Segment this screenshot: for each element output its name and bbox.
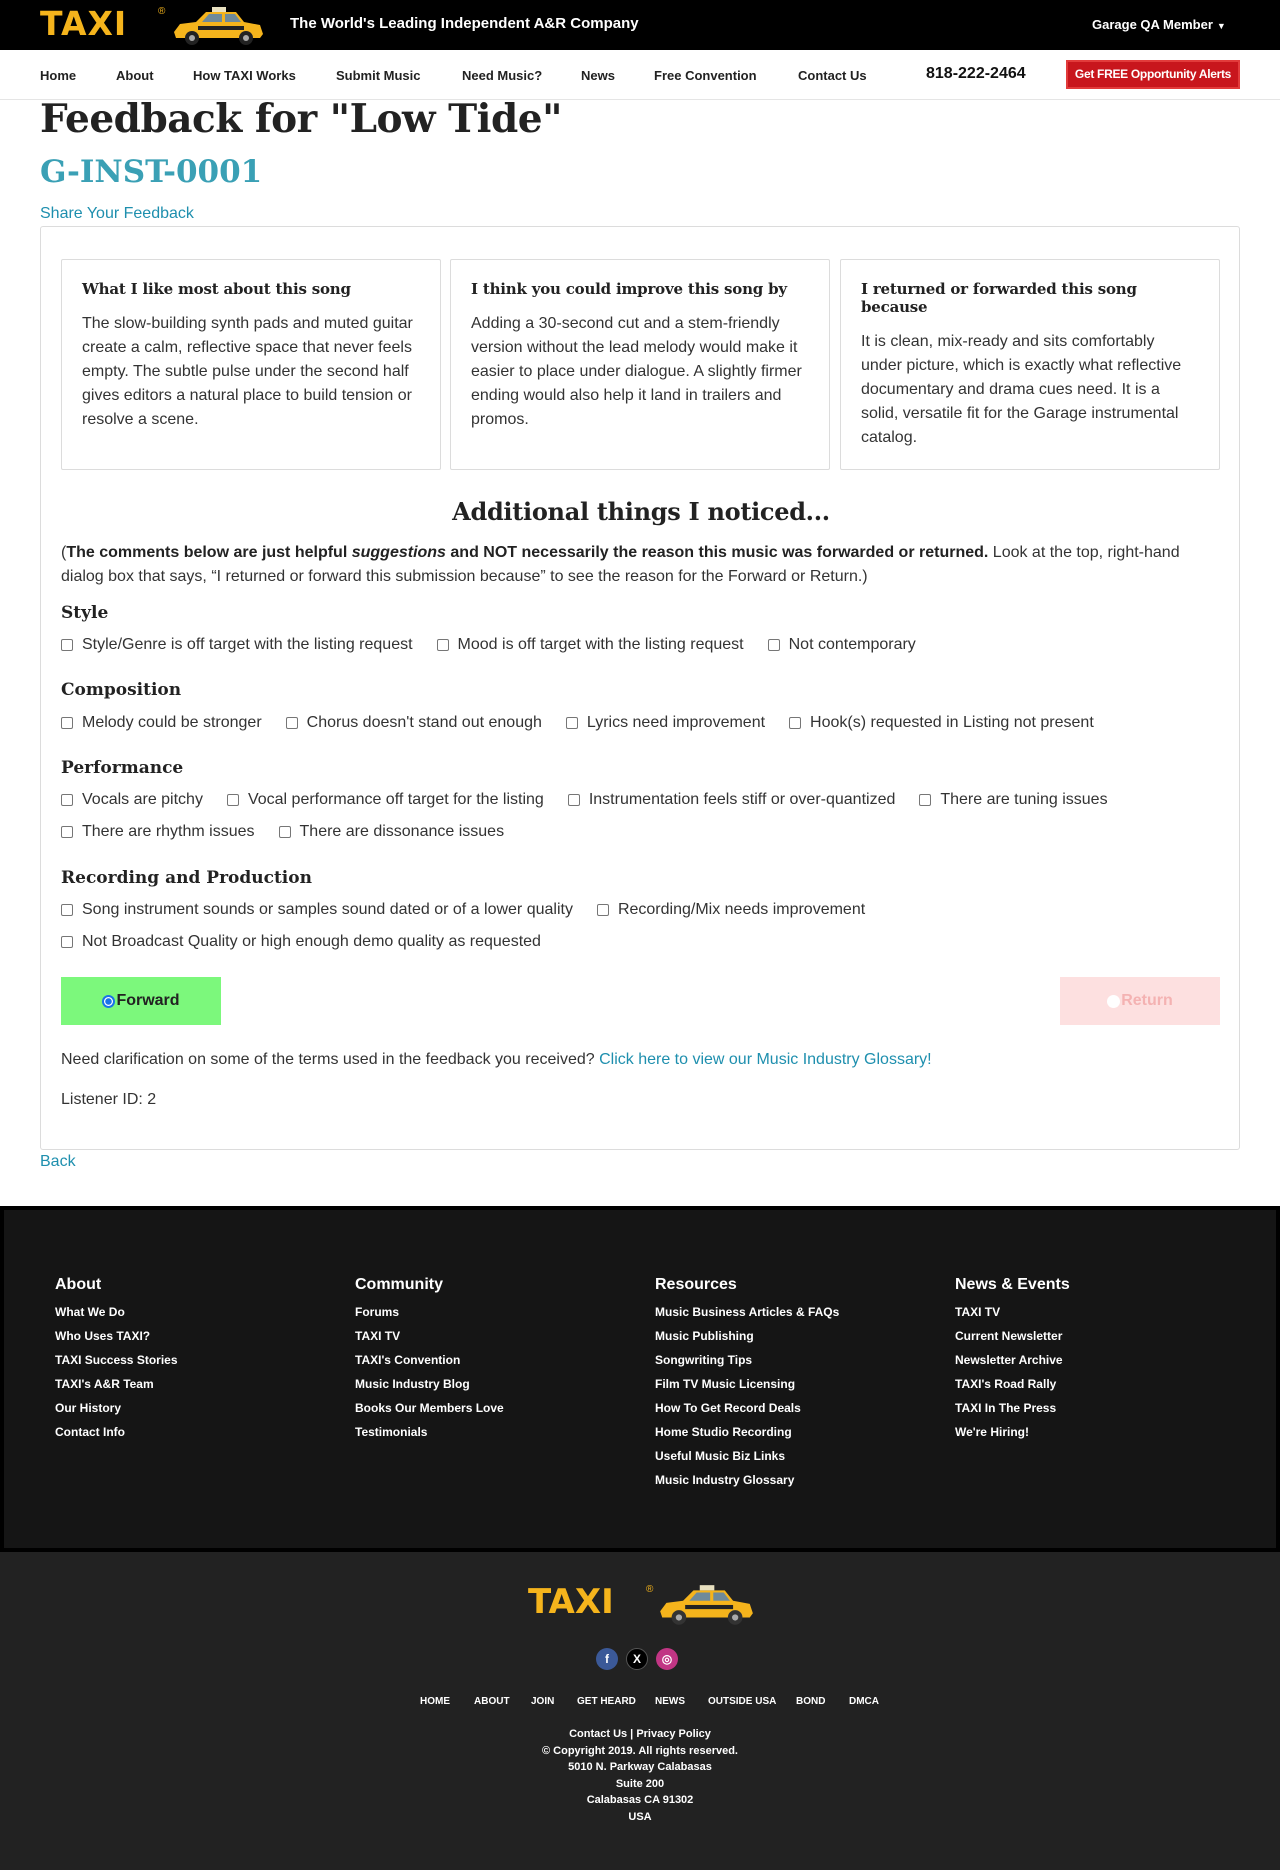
footer-address-line: Calabasas CA 91302 [586, 1794, 694, 1806]
footer-link[interactable]: TAXI TV [955, 1305, 1001, 1319]
listener-id: Listener ID: 2 [61, 1091, 157, 1108]
footer-link[interactable]: TAXI's A&R Team [55, 1377, 154, 1391]
checkbox[interactable] [61, 936, 73, 948]
feedback-box-improve [450, 259, 830, 470]
footer-bottom [0, 1552, 1280, 1870]
checkbox-option[interactable]: Not contemporary [768, 636, 916, 654]
checkbox-option[interactable]: Not Broadcast Quality or high enough demo quality as requested [61, 933, 541, 951]
footer-link[interactable]: We're Hiring! [955, 1425, 1029, 1439]
glossary-link[interactable]: Click here to view our Music Industry Glossary! [599, 1051, 932, 1068]
checkbox[interactable] [286, 717, 298, 729]
back-link[interactable]: Back [40, 1153, 76, 1170]
return-option[interactable] [1060, 977, 1220, 1025]
feedback-box-likes [61, 259, 441, 470]
share-feedback-link[interactable]: Share Your Feedback [40, 205, 194, 222]
footer-taxi-logo[interactable] [528, 1580, 758, 1632]
performance-options-2 [61, 823, 528, 841]
checkbox[interactable] [568, 794, 580, 806]
recording-options [61, 901, 889, 919]
taxi-logo[interactable] [40, 4, 265, 48]
footer-column-community [355, 1276, 504, 1444]
checkbox[interactable] [61, 904, 73, 916]
opportunity-alerts-button[interactable]: Get FREE Opportunity Alerts [1066, 60, 1240, 89]
checkbox-option[interactable]: Vocals are pitchy [61, 791, 203, 809]
footer-link[interactable]: Music Industry Blog [355, 1377, 470, 1391]
caret-down-icon: ▼ [1216, 21, 1226, 31]
feedback-box-reason [840, 259, 1220, 470]
footer-nav-about[interactable]: ABOUT [474, 1696, 510, 1707]
taxi-cab-icon [656, 1582, 756, 1630]
checkbox-option[interactable]: Song instrument sounds or samples sound dated or of a lower quality [61, 901, 573, 919]
listing-code: G-INST-0001 [40, 154, 263, 190]
footer-link[interactable]: Music Business Articles & FAQs [655, 1305, 840, 1319]
footer-nav-join[interactable]: JOIN [531, 1696, 555, 1707]
logo-registered-mark: ® [158, 6, 166, 17]
main-nav [0, 50, 1280, 100]
forward-option[interactable] [61, 977, 221, 1025]
footer-nav-news[interactable]: NEWS [655, 1696, 685, 1707]
checkbox[interactable] [227, 794, 239, 806]
section-style-heading: Style [61, 603, 109, 623]
nav-submit-music[interactable]: Submit Music [336, 68, 421, 83]
nav-contact-us[interactable]: Contact Us [798, 68, 867, 83]
feedback-card [40, 226, 1240, 1150]
recording-options-2 [61, 933, 565, 951]
checkbox-option[interactable]: Chorus doesn't stand out enough [286, 714, 542, 732]
checkbox-option[interactable]: Vocal performance off target for the listing [227, 791, 544, 809]
checkbox-option[interactable]: Lyrics need improvement [566, 714, 765, 732]
radio-selected[interactable] [102, 995, 115, 1008]
nav-need-music[interactable]: Need Music? [462, 68, 543, 83]
style-options [61, 636, 940, 654]
footer-logo-registered-mark: ® [646, 1584, 654, 1595]
logo-text: TAXI [40, 4, 128, 43]
section-performance-heading: Performance [61, 758, 184, 778]
footer-link[interactable]: Home Studio Recording [655, 1425, 792, 1439]
footer-link[interactable]: Songwriting Tips [655, 1353, 753, 1367]
checkbox-option[interactable]: There are tuning issues [919, 791, 1107, 809]
checkbox[interactable] [61, 639, 73, 651]
feedback-heading: I returned or forwarded this song because [861, 280, 1137, 316]
footer-link[interactable]: TAXI TV [355, 1329, 401, 1343]
footer-link[interactable]: TAXI In The Press [955, 1401, 1057, 1415]
footer-link[interactable]: Newsletter Archive [955, 1353, 1063, 1367]
nav-home[interactable]: Home [40, 68, 77, 83]
x-icon[interactable]: X [626, 1648, 648, 1670]
checkbox[interactable] [597, 904, 609, 916]
disclaimer: (The comments below are just helpful suggestions and NOT necessarily the reason this music was forwarded or returned. Look at the top, right-hand dialog box that says, “I returned or forward this submission because” to see the reason for the Forward or Return.) [61, 544, 1180, 585]
footer-link[interactable]: Books Our Members Love [355, 1401, 504, 1415]
checkbox[interactable] [789, 717, 801, 729]
section-composition-heading: Composition [61, 680, 182, 700]
top-bar [0, 0, 1280, 50]
feedback-text: The slow-building synth pads and muted guitar create a calm, reflective space that never feels empty. The subtle pulse under the second half gives editors a natural place to build tension or resolve a scene. [82, 315, 413, 428]
footer-link[interactable]: TAXI Success Stories [55, 1353, 178, 1367]
checkbox[interactable] [61, 794, 73, 806]
checkbox-option[interactable]: Mood is off target with the listing request [437, 636, 744, 654]
footer-link[interactable]: Who Uses TAXI? [55, 1329, 151, 1343]
footer-link[interactable]: Film TV Music Licensing [655, 1377, 796, 1391]
footer-column-news-events [955, 1276, 1070, 1444]
checkbox[interactable] [566, 717, 578, 729]
footer-address-line: Suite 200 [615, 1778, 665, 1790]
checkbox-option[interactable]: Hook(s) requested in Listing not present [789, 714, 1094, 732]
checkbox-option[interactable]: There are dissonance issues [279, 823, 505, 841]
taxi-cab-icon [170, 6, 266, 48]
footer-link[interactable]: TAXI's Convention [355, 1353, 461, 1367]
footer-link[interactable]: Music Publishing [655, 1329, 754, 1343]
checkbox[interactable] [919, 794, 931, 806]
feedback-text: It is clean, mix-ready and sits comfortably under picture, which is exactly what reflective documentary and drama cues need. It is a solid, versatile fit for the Garage instrumental catalog. [861, 333, 1182, 446]
checkbox[interactable] [768, 639, 780, 651]
footer-links [0, 1206, 1280, 1552]
member-menu-label: Garage QA Member [1092, 17, 1213, 32]
footer-nav-bond[interactable]: BOND [796, 1696, 826, 1707]
glossary-prompt: Need clarification on some of the terms used in the feedback you received? Click here to view our Music Industry Glossary! [61, 1051, 932, 1068]
feedback-heading: What I like most about this song [82, 280, 351, 298]
checkbox[interactable] [437, 639, 449, 651]
footer-address-line: USA [628, 1811, 652, 1823]
checkbox[interactable] [61, 826, 73, 838]
footer-link[interactable]: Our History [55, 1401, 122, 1415]
instagram-icon[interactable]: ◎ [656, 1648, 678, 1670]
footer-link[interactable]: Forums [355, 1305, 400, 1319]
footer-link[interactable]: Music Industry Glossary [655, 1473, 795, 1487]
page-title: Feedback for "Low Tide" [40, 96, 562, 142]
footer-column-heading: Community [355, 1276, 443, 1293]
footer-link[interactable]: How To Get Record Deals [655, 1401, 801, 1415]
section-recording-heading: Recording and Production [61, 868, 312, 888]
checkbox[interactable] [279, 826, 291, 838]
footer-column-heading: News & Events [955, 1276, 1070, 1293]
additional-heading: Additional things I noticed... [452, 497, 830, 526]
nav-about[interactable]: About [116, 68, 154, 83]
checkbox-option[interactable]: Melody could be stronger [61, 714, 262, 732]
footer-copyright: © Copyright 2019. All rights reserved. [542, 1745, 738, 1757]
nav-how-taxi-works[interactable]: How TAXI Works [193, 68, 296, 83]
radio-unselected[interactable] [1107, 995, 1120, 1008]
footer-nav-dmca[interactable]: DMCA [849, 1696, 879, 1707]
checkbox[interactable] [61, 717, 73, 729]
checkbox-option[interactable]: There are rhythm issues [61, 823, 255, 841]
checkbox-option[interactable]: Instrumentation feels stiff or over-quantized [568, 791, 896, 809]
footer-nav-get-heard[interactable]: GET HEARD [577, 1696, 636, 1707]
forward-label: Forward [116, 992, 180, 1009]
footer-address-line: 5010 N. Parkway Calabasas [568, 1761, 712, 1773]
footer-column-heading: About [55, 1276, 102, 1293]
facebook-icon[interactable]: f [596, 1648, 618, 1670]
phone-number[interactable]: 818-222-2464 [926, 65, 1026, 82]
performance-options [61, 791, 1132, 809]
return-label: Return [1121, 992, 1173, 1009]
checkbox-option[interactable]: Style/Genre is off target with the listing request [61, 636, 413, 654]
footer-legal-links[interactable]: Contact Us | Privacy Policy [569, 1728, 711, 1740]
footer-nav-outside-usa[interactable]: OUTSIDE USA [708, 1696, 777, 1707]
footer-link[interactable]: Contact Info [55, 1425, 125, 1439]
footer-column-heading: Resources [655, 1276, 737, 1293]
footer-nav-home[interactable]: HOME [420, 1696, 450, 1707]
member-menu[interactable] [1092, 17, 1226, 32]
nav-free-convention[interactable]: Free Convention [654, 68, 757, 83]
footer-link[interactable]: Current Newsletter [955, 1329, 1063, 1343]
feedback-text: Adding a 30-second cut and a stem-friendly version without the lead melody would make it easier to place under dialogue. A slightly firmer ending would also help it land in trailers and promos. [471, 315, 802, 428]
composition-options [61, 714, 1118, 732]
footer-link[interactable]: What We Do [55, 1305, 125, 1319]
footer-link[interactable]: TAXI's Road Rally [955, 1377, 1057, 1391]
checkbox-option[interactable]: Recording/Mix needs improvement [597, 901, 865, 919]
footer-logo-text: TAXI [528, 1582, 614, 1622]
footer-link[interactable]: Testimonials [355, 1425, 428, 1439]
nav-news[interactable]: News [581, 68, 615, 83]
footer-link[interactable]: Useful Music Biz Links [655, 1449, 786, 1463]
footer-column-resources [655, 1276, 839, 1492]
feedback-heading: I think you could improve this song by [471, 280, 787, 298]
footer-column-about [55, 1276, 178, 1444]
tagline: The World's Leading Independent A&R Company [290, 15, 639, 32]
